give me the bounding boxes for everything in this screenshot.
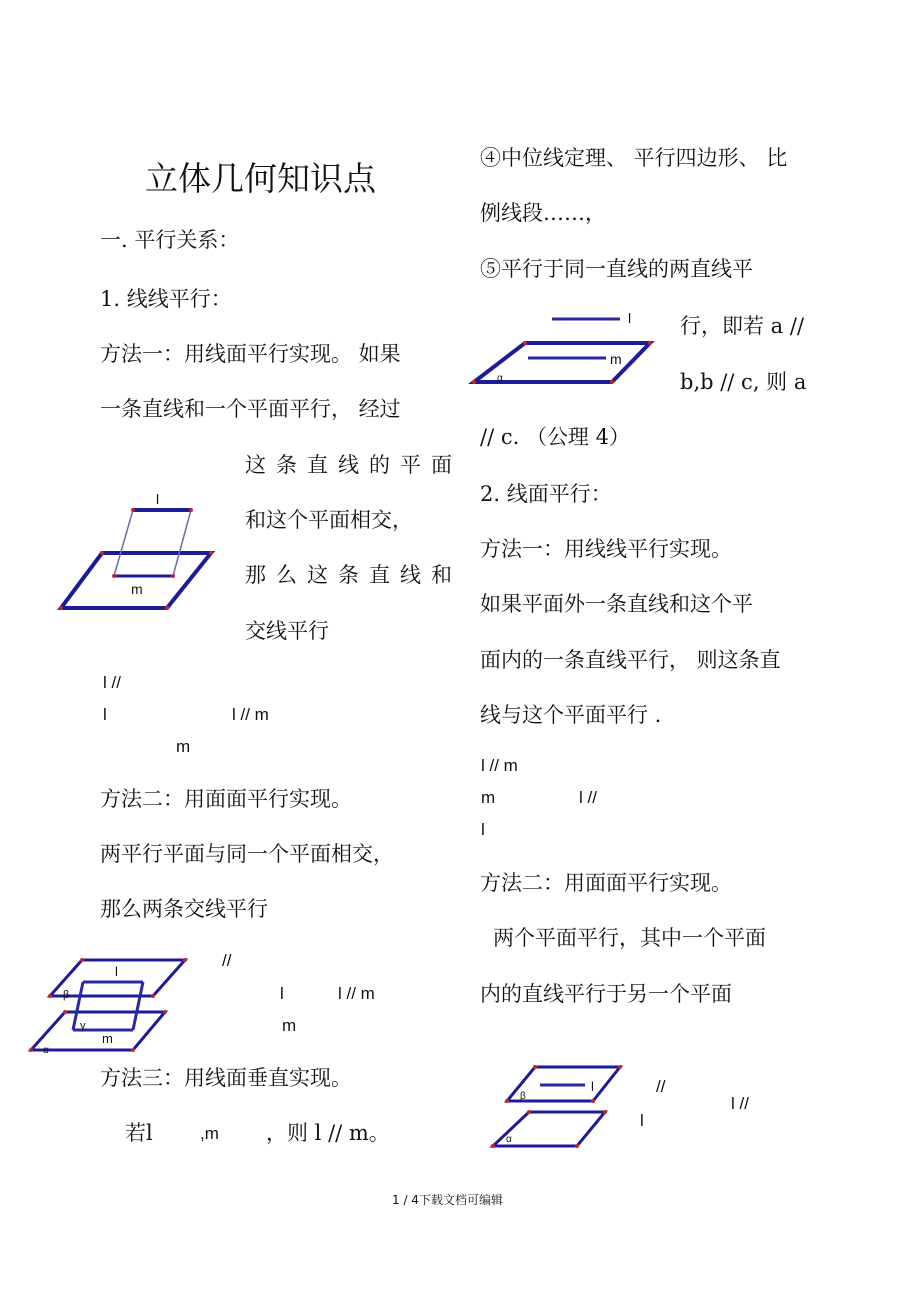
plane-alpha-label: α xyxy=(506,1134,512,1145)
line-plane-intersection-figure xyxy=(55,490,220,615)
text-line: 例线段……， xyxy=(480,201,606,225)
text-line: ⑤平行于同一直线的两直线平 xyxy=(480,257,753,281)
plane-gamma-label: γ xyxy=(80,1020,86,1032)
line-m-label: m xyxy=(610,351,622,367)
subheading-line-plane: 2. 线面平行： xyxy=(480,482,612,506)
text-line: 那么两条交线平行 xyxy=(100,897,268,921)
plane-beta-label: β xyxy=(520,1091,526,1102)
text-line: ,m xyxy=(200,1124,219,1143)
formula-text: // xyxy=(656,1077,666,1096)
line-m-label: m xyxy=(102,1031,113,1046)
text-line: 一条直线和一个平面平行， 经过 xyxy=(100,397,401,421)
plane-plane-parallel-figure xyxy=(490,1062,625,1152)
formula-text: l // m xyxy=(232,705,269,724)
text-line: ，则 l // m。 xyxy=(266,1121,390,1145)
plane-alpha-label: α xyxy=(43,1045,49,1056)
text-line: 行，即若 a // xyxy=(680,314,805,338)
line-l-label: l xyxy=(591,1079,594,1094)
text-line: 两个平面平行，其中一个平面 xyxy=(493,926,766,950)
formula-text: l xyxy=(481,820,485,839)
formula-text: l // xyxy=(103,673,121,692)
page-footer: 1 / 4下载文档可编辑 xyxy=(392,1193,503,1207)
text-line: 方法一：用线面平行实现。 如果 xyxy=(100,342,401,366)
text-line: // c. （公理 4） xyxy=(480,425,630,449)
text-line: ④中位线定理、 平行四边形、 比 xyxy=(480,146,788,170)
formula-text: l xyxy=(640,1111,644,1130)
formula-text: m xyxy=(176,737,191,756)
section-heading-parallel: 一. 平行关系： xyxy=(100,228,240,252)
text-line: 和这个平面相交， xyxy=(245,508,413,532)
text-line: 内的直线平行于另一个平面 xyxy=(480,982,732,1006)
text-line: 线与这个平面平行 . xyxy=(480,703,662,727)
subheading-line-line: 1. 线线平行： xyxy=(100,287,232,311)
formula-text: l xyxy=(103,705,107,724)
text-line: 方法二：用面面平行实现。 xyxy=(480,871,732,895)
text-line: 那么这条直线和 xyxy=(245,563,462,587)
formula-text: m xyxy=(481,788,496,807)
formula-text: m xyxy=(282,1016,297,1035)
formula-text: l // m xyxy=(338,984,375,1003)
text-line: 方法二：用面面平行实现。 xyxy=(100,787,352,811)
parallel-planes-figure xyxy=(25,950,195,1060)
transitive-parallel-figure xyxy=(470,305,650,390)
formula-text: // xyxy=(222,951,232,970)
line-m-label: m xyxy=(131,581,143,597)
line-l-label: l xyxy=(156,491,160,507)
text-line: 方法一：用线线平行实现。 xyxy=(480,537,732,561)
page-title: 立体几何知识点 xyxy=(145,159,376,198)
formula-text: l // xyxy=(731,1094,749,1113)
plane-beta-label: β xyxy=(63,989,70,1001)
line-l-label: l xyxy=(628,310,632,326)
formula-text: l // xyxy=(579,788,597,807)
text-line: 若l xyxy=(125,1121,153,1145)
text-line: 如果平面外一条直线和这个平 xyxy=(480,592,753,616)
text-line: 交线平行 xyxy=(245,619,329,643)
text-line: 面内的一条直线平行， 则这条直 xyxy=(480,648,781,672)
text-line: 这条直线的平面 xyxy=(245,453,462,477)
text-line: 两平行平面与同一个平面相交， xyxy=(100,842,394,866)
plane-alpha-label: α xyxy=(497,373,503,384)
line-l-label: l xyxy=(115,964,118,979)
text-line: 方法三：用线面垂直实现。 xyxy=(100,1066,352,1090)
text-line: b,b // c, 则 a xyxy=(680,370,807,394)
formula-text: l // m xyxy=(481,756,518,775)
formula-text: l xyxy=(280,984,284,1003)
